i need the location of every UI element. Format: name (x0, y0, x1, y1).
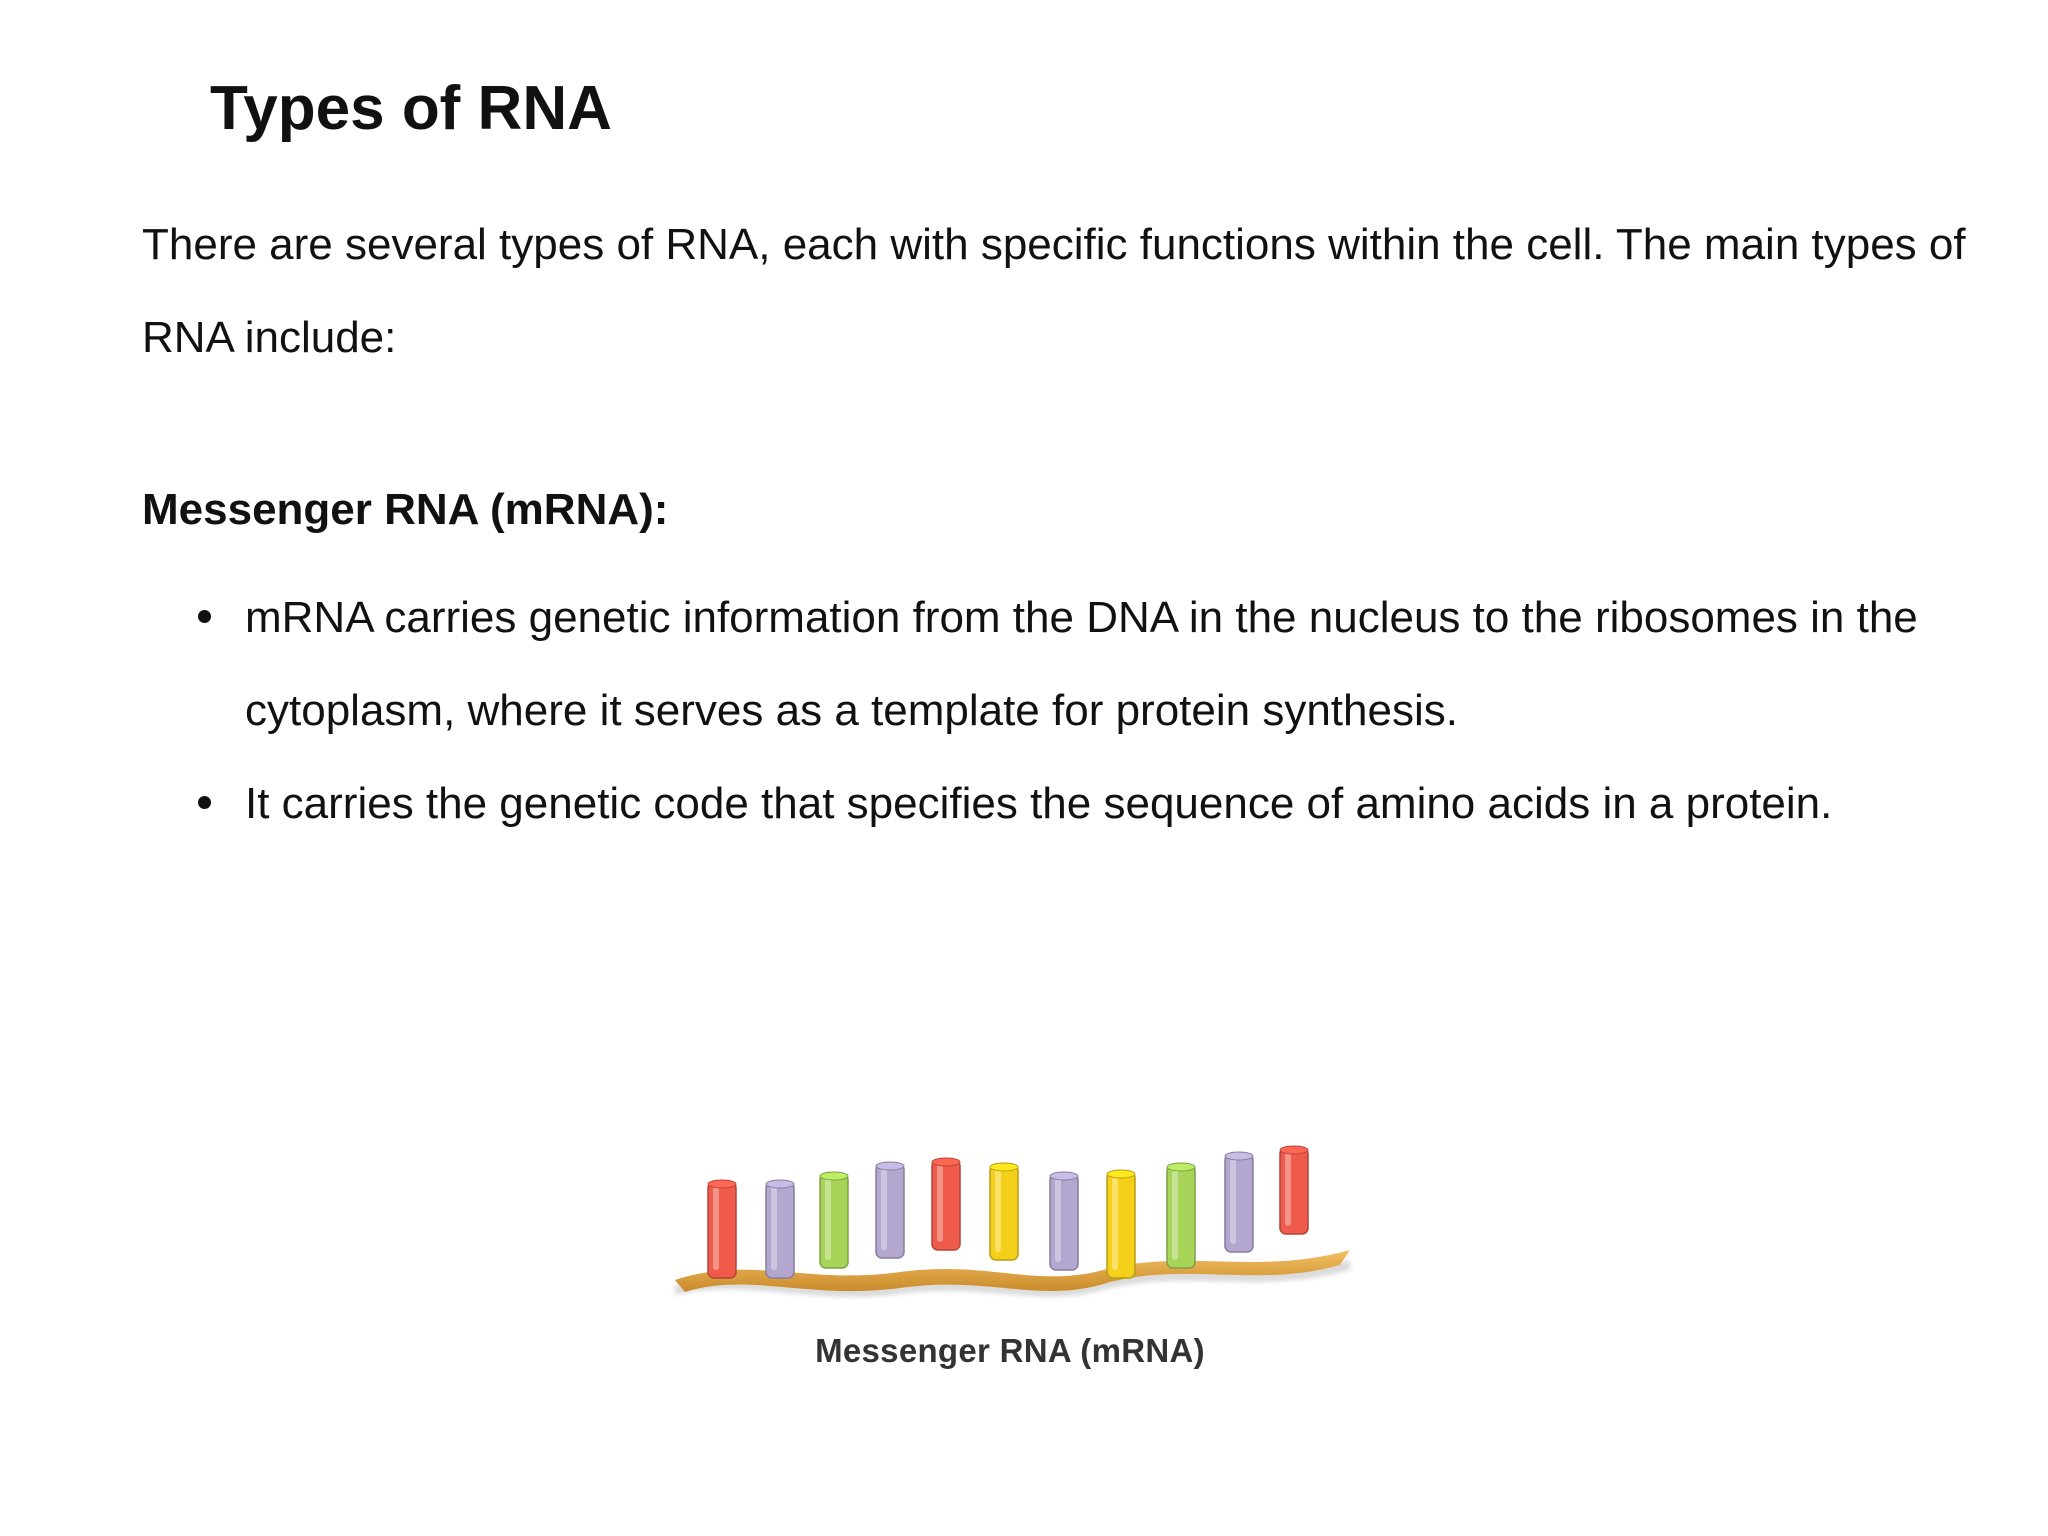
nucleotide-base (1225, 1152, 1253, 1252)
nucleotide-base (1050, 1172, 1078, 1270)
nucleotide-base (820, 1172, 848, 1268)
bullet-dot-icon (198, 610, 211, 623)
intro-paragraph: There are several types of RNA, each with specific functions within the cell. The main types of RNA include: (142, 220, 1966, 362)
nucleotide-base (932, 1158, 960, 1250)
nucleotide-base (708, 1180, 736, 1278)
nucleotide-bases (708, 1146, 1308, 1278)
nucleotide-base (990, 1163, 1018, 1260)
bullet-text: mRNA carries genetic information from the DNA in the nucleus to the ribosomes in the cytoplasm, where it serves as a template for protein synthesis. (245, 593, 1918, 735)
bullet-dot-icon (198, 796, 211, 809)
nucleotide-base (1280, 1146, 1308, 1234)
figure-caption: Messenger RNA (mRNA) (815, 1332, 1205, 1369)
nucleotide-base (766, 1180, 794, 1278)
nucleotide-base (876, 1162, 904, 1258)
bullet-text: It carries the genetic code that specifies the sequence of amino acids in a protein. (245, 779, 1833, 828)
mrna-strand-illustration (660, 1110, 1360, 1320)
bullet-list (0, 571, 2048, 850)
nucleotide-base (1107, 1170, 1135, 1278)
bullet-item (0, 571, 1965, 757)
section-heading: Messenger RNA (mRNA): (142, 485, 669, 534)
slide-title: Types of RNA (210, 74, 612, 143)
bullet-item (0, 757, 1965, 850)
mrna-figure (660, 1110, 1360, 1400)
nucleotide-base (1167, 1163, 1195, 1268)
